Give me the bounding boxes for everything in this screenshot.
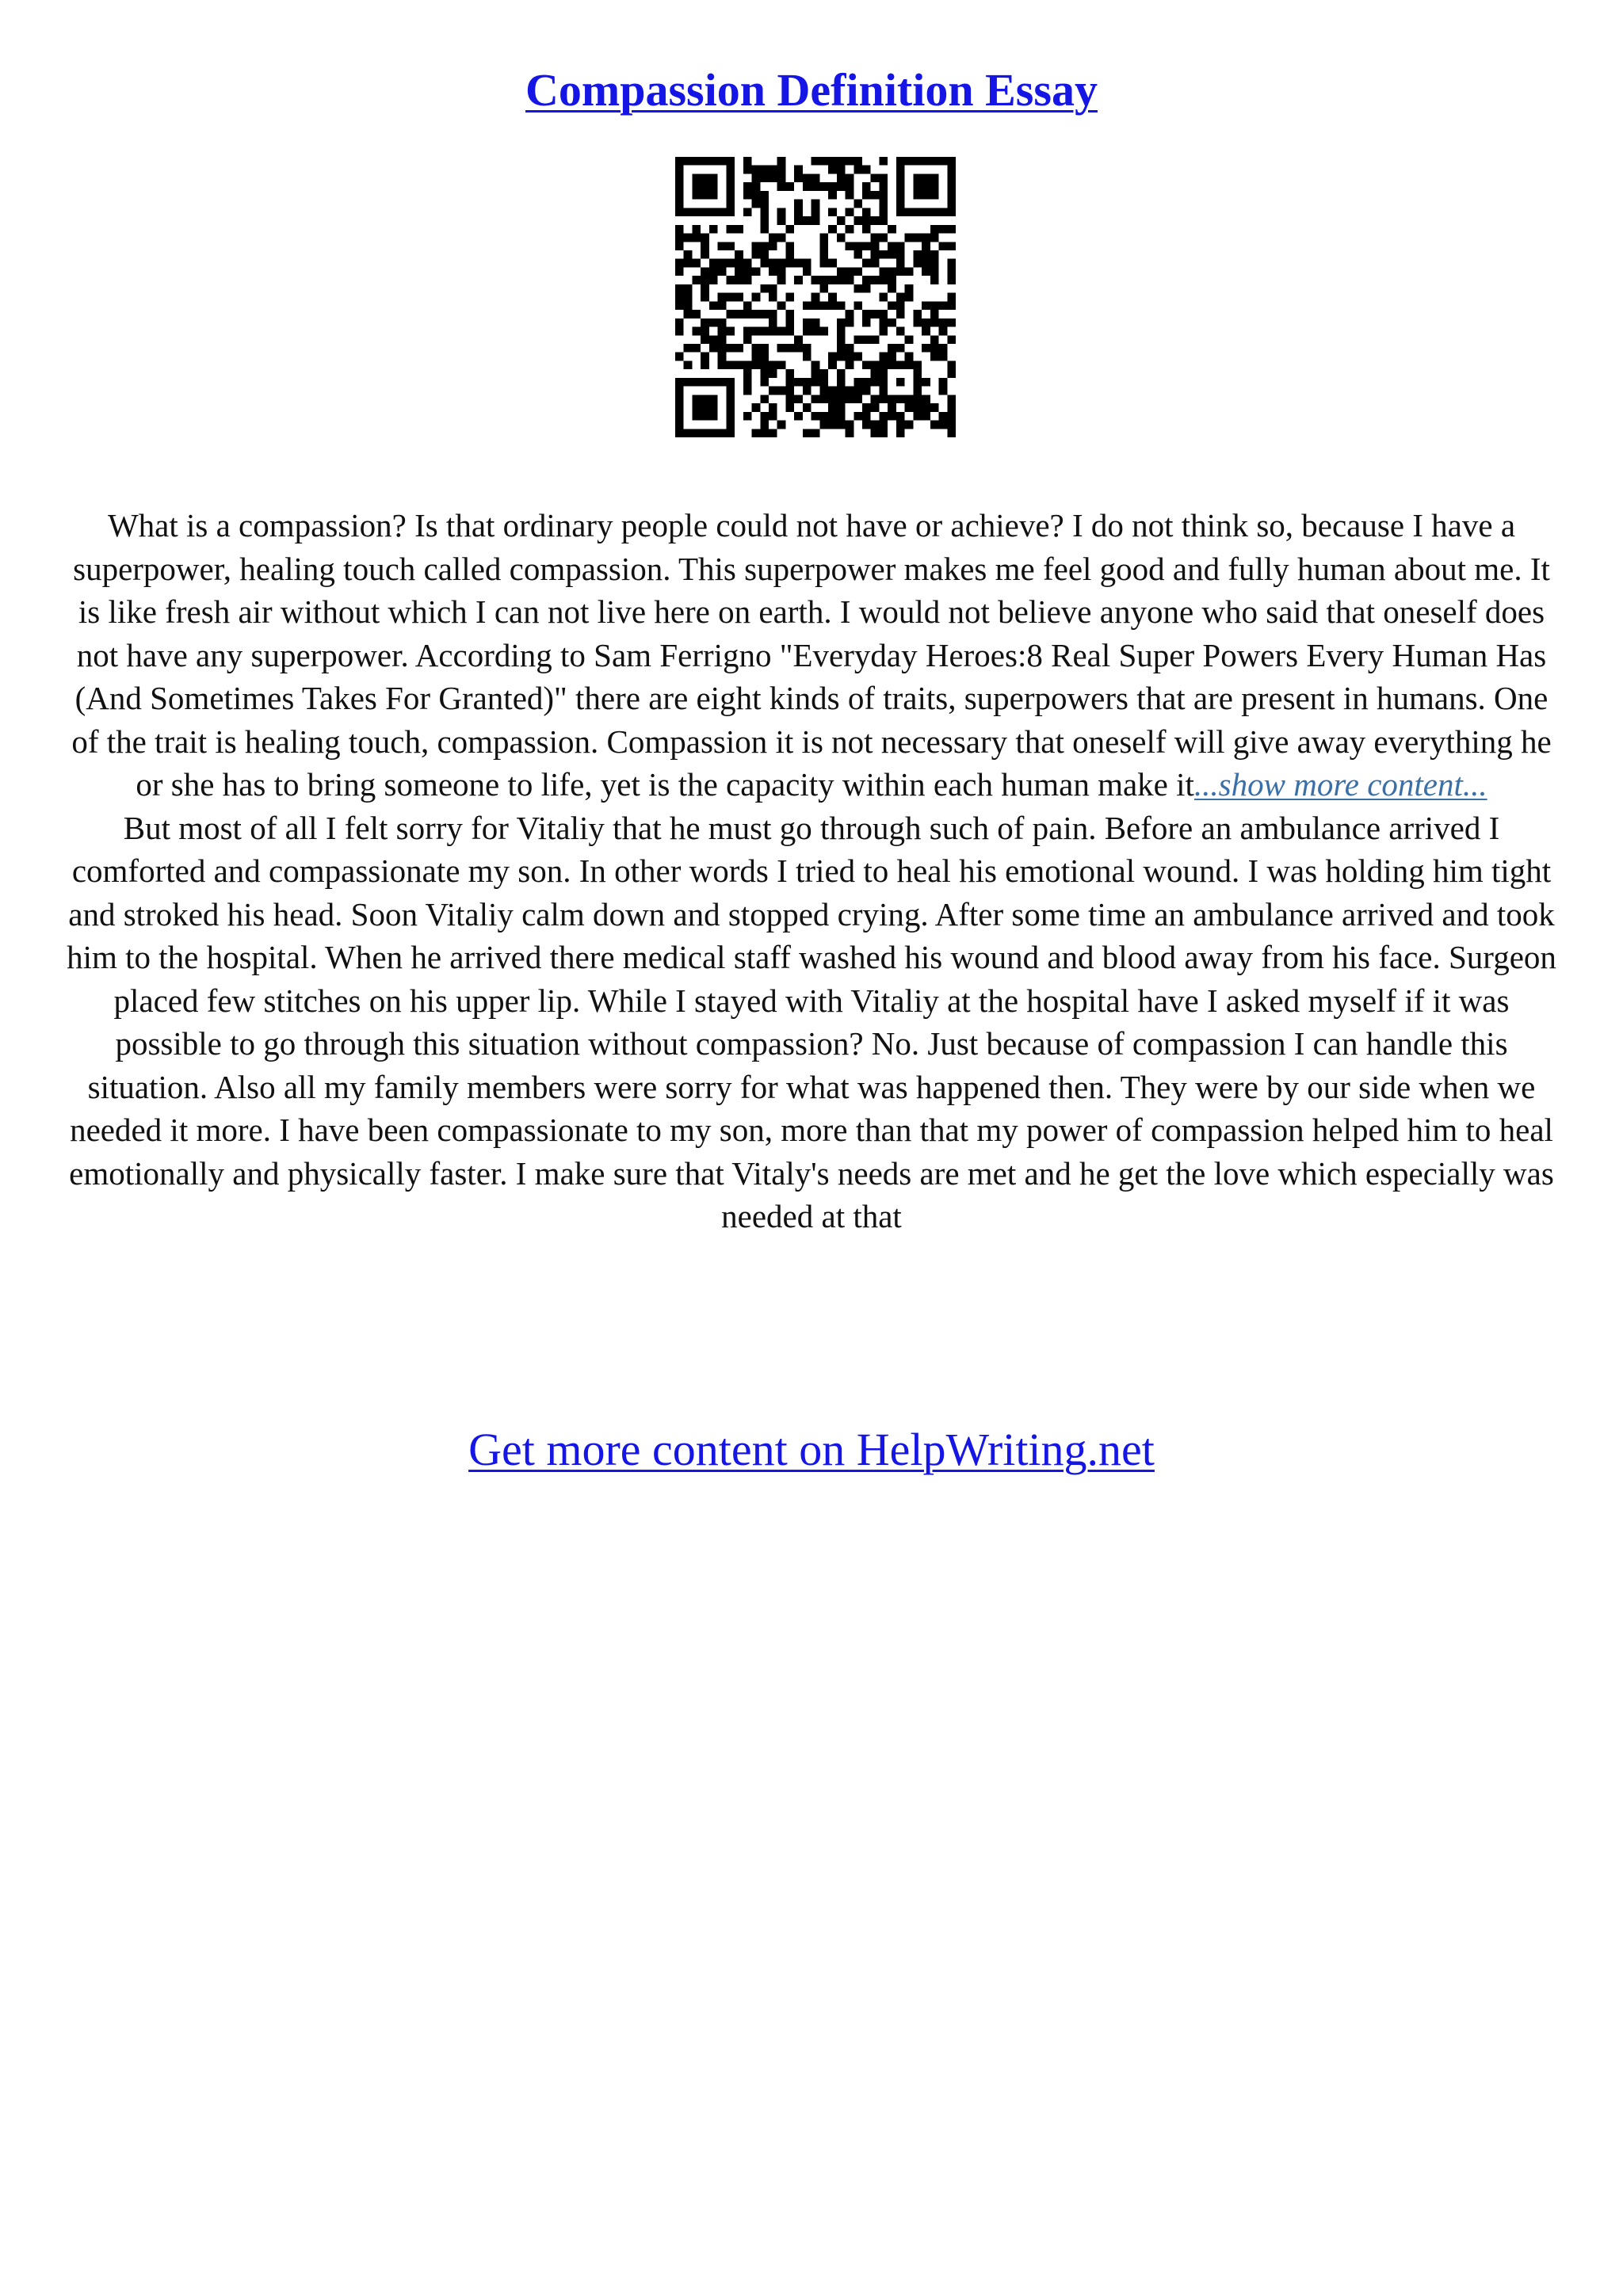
title-link[interactable]: Compassion Definition Essay: [525, 64, 1098, 116]
footer-link[interactable]: Get more content on HelpWriting.net: [468, 1424, 1155, 1475]
document-title: [0, 59, 1623, 122]
qr-code-icon: [675, 157, 956, 437]
essay-paragraph-1: [60, 504, 1563, 807]
footer: [0, 1418, 1623, 1482]
paragraph-1-text: What is a compassion? Is that ordinary people could not have or achieve? I do not think so, because I have a superpower, healing touch called compassion. This superpower makes me feel good and fully human about me. It is like fresh air without which I can not live here on earth. I would not believe anyone who said that oneself does not have any superpower. According to Sam Ferrigno "Everyday Heroes:8 Real Super Powers Every Human Has (And Sometimes Takes For Granted)" there are eight kinds of traits, superpowers that are present in humans. One of the trait is healing touch, compassion. Compassion it is not necessary that oneself will give away everything he or she has to bring someone to life, yet is the capacity within each human make it: [71, 507, 1552, 803]
show-more-link[interactable]: ...show more content...: [1193, 766, 1487, 803]
essay-body: [60, 504, 1563, 1238]
essay-paragraph-2: But most of all I felt sorry for Vitaliy that he must go through such of pain. Before an ambulance arrived I comforted and compassionate my son. In other words I tried to heal his emotional wound. I was holding him tight and stroked his head. Soon Vitaliy calm down and stopped crying. After some time an ambulance arrived and took him to the hospital. When he arrived there medical staff washed his wound and blood away from his face. Surgeon placed few stitches on his upper lip. While I stayed with Vitaliy at the hospital have I asked myself if it was possible to go through this situation without compassion? No. Just because of compassion I can handle this situation. Also all my family members were sorry for what was happened then. They were by our side when we needed it more. I have been compassionate to my son, more than that my power of compassion helped him to heal emotionally and physically faster. I make sure that Vitaly's needs are met and he get the love which especially was needed at that: [67, 809, 1556, 1234]
